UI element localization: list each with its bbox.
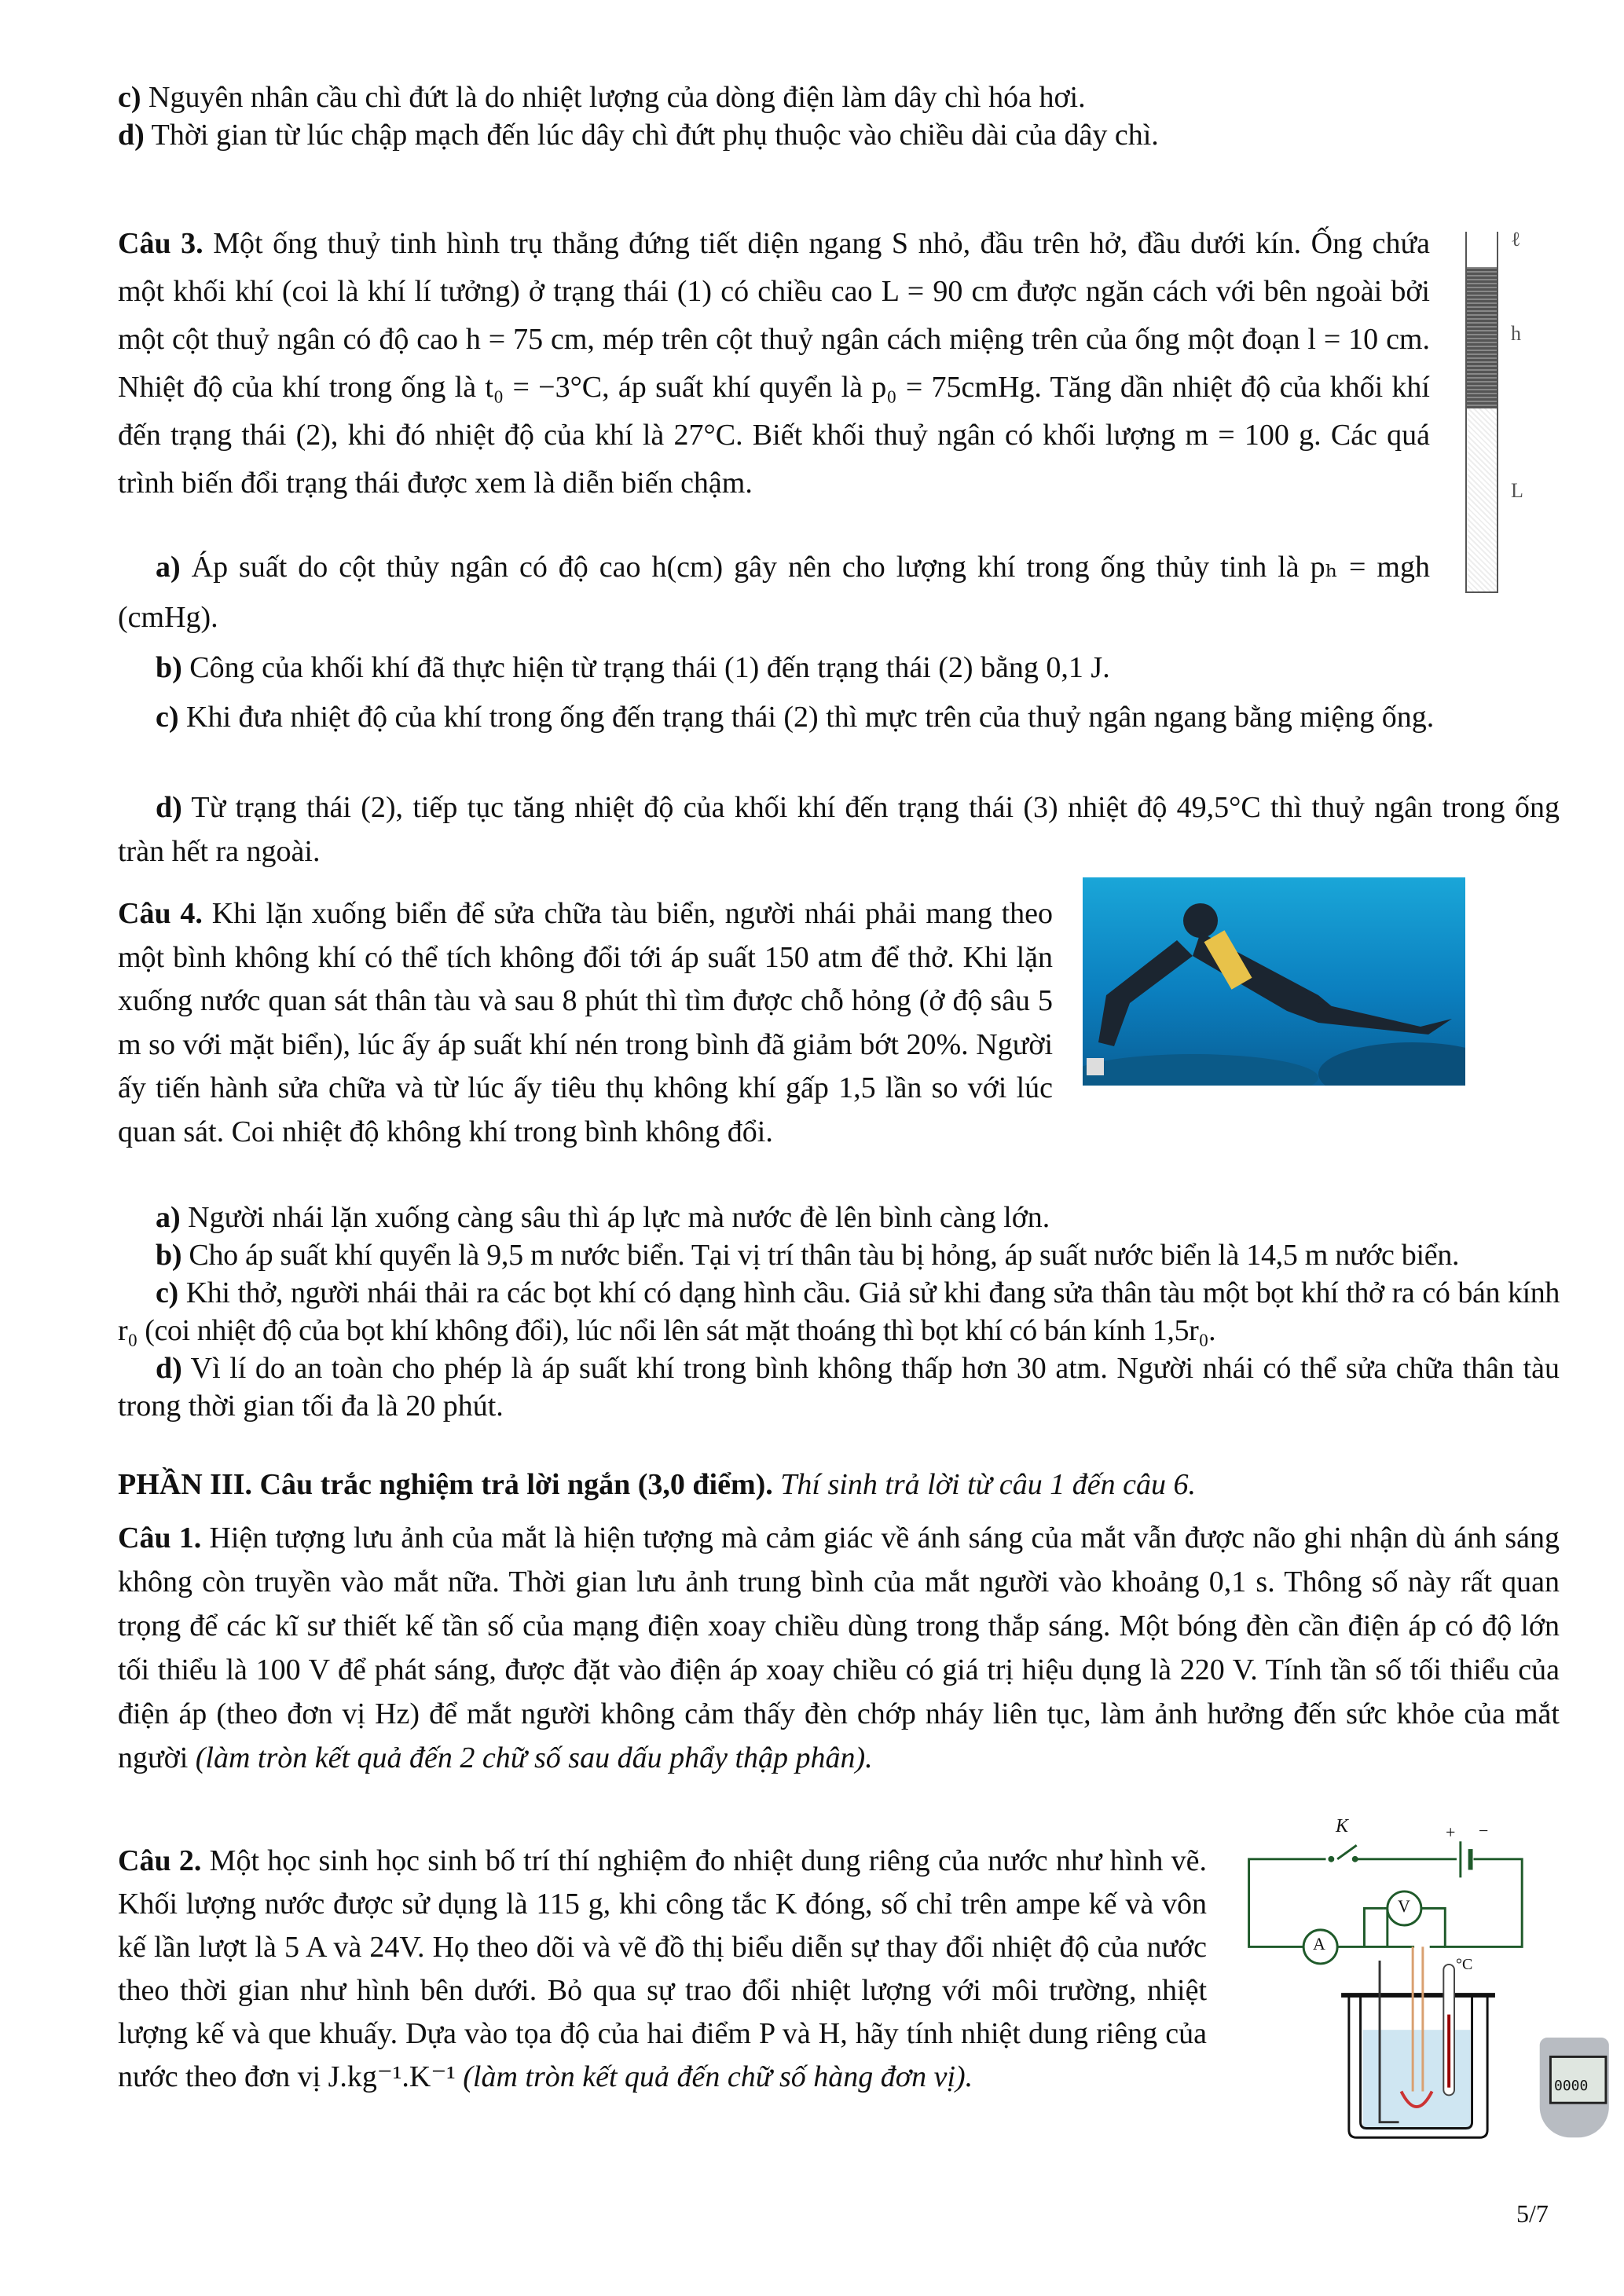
celsius-label: °C (1456, 1956, 1473, 1973)
label-l: ℓ (1511, 228, 1521, 251)
calorimeter-circuit-diagram (1226, 1814, 1611, 2184)
gas-column (1467, 408, 1497, 591)
switch-label: K (1336, 1816, 1349, 1836)
q3-option-c: c) Khi đưa nhiệt độ của khí trong ống đến trạng thái (2) thì mực trên của thuỷ ngân ngang bằng miệng ống. (156, 701, 1435, 734)
part-3-heading: PHẦN III. Câu trắc nghiệm trả lời ngắn (3,0 điểm). Thí sinh trả lời từ câu 1 đến câu 6. (118, 1468, 1196, 1501)
question-4 (118, 892, 1053, 1154)
voltmeter-label: V (1398, 1896, 1410, 1916)
label-h: h (1511, 322, 1521, 345)
part3-question-2: Câu 2. Một học sinh học sinh bố trí thí nghiệm đo nhiệt dung riêng của nước như hình vẽ. Khối lượng nước được sử dụng là 115 g, khi công tắc K đóng, số chỉ trên ampe kế và vôn kế lần lượt là 5 A và 24V. Họ theo dõi và vẽ đồ thị biểu diễn sự thay đổi nhiệt độ của nước theo thời gian như hình bên dưới. Bỏ qua sự trao đổi nhiệt lượng với môi trường, nhiệt lượng kế và que khuấy. Dựa vào tọa độ của hai điểm P và H, hãy tính nhiệt dung riêng của nước theo đơn vị J.kg⁻¹.K⁻¹ (làm tròn kết quả đến chữ số hàng đơn vị). (118, 1844, 1208, 2093)
q4-option-d: d) Vì lí do an toàn cho phép là áp suất khí trong bình không thấp hơn 30 atm. Người nhái có thể sửa chữa thân tàu trong thời gian tối đa là 20 phút. (118, 1352, 1560, 1423)
question-text: Một ống thuỷ tinh hình trụ thẳng đứng tiết diện ngang S nhỏ, đầu trên hở, đầu dưới kín. Ống chứa một khối khí (coi là khí lí tưởng) ở trạng thái (1) có chiều cao L = 90 cm được ngăn cách với bên ngoài bởi một cột thuỷ ngân có độ cao h = 75 cm, mép trên cột thuỷ ngân cách miệng trên của ống một đoạn l = 10 cm. Nhiệt độ của khí trong ống là t₀ = −3°C, áp suất khí quyển là p₀ = 75cmHg. Tăng dần nhiệt độ của khối khí đến trạng thái (2), khi đó nhiệt độ của khí là 27°C. Biết khối thuỷ ngân có khối lượng m = 100 g. Các quá trình biến đổi trạng thái được xem là diễn biến chậm. (118, 227, 1430, 500)
q4-option-a: a) Người nhái lặn xuống càng sâu thì áp lực mà nước đè lên bình càng lớn. (156, 1201, 1050, 1234)
option-d: d) Thời gian từ lúc chập mạch đến lúc dây chì đứt phụ thuộc vào chiều dài của dây chì. (118, 119, 1159, 152)
q3-option-d: d) Từ trạng thái (2), tiếp tục tăng nhiệt độ của khối khí đến trạng thái (3) nhiệt độ 49,5°C thì thuỷ ngân trong ống tràn hết ra ngoài. (118, 791, 1560, 868)
q4-option-b: b) Cho áp suất khí quyển là 9,5 m nước biển. Tại vị trí thân tàu bị hỏng, áp suất nước biển là 14,5 m nước biển. (156, 1239, 1460, 1272)
q3-option-a: a) Áp suất do cột thủy ngân có độ cao h(cm) gây nên cho lượng khí trong ống thủy tinh là pₕ = mgh (cmHg). (118, 551, 1430, 634)
mercury-column (1467, 267, 1497, 408)
q4-option-c: c) Khi thở, người nhái thải ra các bọt khí có dạng hình cầu. Giả sử khi đang sửa thân tàu một bọt khí thở ra có bán kính r₀ (coi nhiệt độ của bọt khí không đổi), lúc nổi lên sát mặt thoáng thì bọt khí có bán kính 1,5r₀. (118, 1276, 1560, 1347)
prev-question-options (118, 79, 1560, 154)
diver-photo (1083, 877, 1465, 1086)
page-number: 5/7 (1516, 2199, 1549, 2228)
question-3 (118, 220, 1430, 507)
q3-option-b: b) Công của khối khí đã thực hiện từ trạng thái (1) đến trạng thái (2) bằng 0,1 J. (156, 651, 1110, 684)
question-text: Khi lặn xuống biển để sửa chữa tàu biển, người nhái phải mang theo một bình không khí có thể tích không đổi tới áp suất 150 atm để thở. Khi lặn xuống nước quan sát thân tàu và sau 8 phút thì tìm được chỗ hỏng (ở độ sâu 5 m so với mặt biển), lúc ấy áp suất khí nén trong bình đã giảm bớt 20%. Người ấy tiến hành sửa chữa và từ lúc ấy tiêu thụ không khí gấp 1,5 lần so với lúc quan sát. Coi nhiệt độ không khí trong bình không đổi. (118, 897, 1053, 1148)
ammeter-label: A (1313, 1934, 1325, 1954)
diver-image (1083, 877, 1465, 1086)
tube-figure (1450, 224, 1536, 601)
plus-label: + (1446, 1822, 1456, 1842)
circuit-figure (1226, 1814, 1611, 2184)
question-label: Câu 4. (118, 897, 203, 930)
question-label: Câu 3. (118, 227, 203, 260)
part3-question-1: Câu 1. Hiện tượng lưu ảnh của mắt là hiện tượng mà cảm giác về ánh sáng của mắt vẫn được não ghi nhận dù ánh sáng không còn truyền vào mắt nữa. Thời gian lưu ảnh trung bình của mắt người vào khoảng 0,1 s. Thông số này rất quan trọng để các kĩ sư thiết kế tần số của mạng điện xoay chiều dùng trong thắp sáng. Một bóng đèn cần điện áp có độ lớn tối thiểu là 100 V để phát sáng, được đặt vào điện áp xoay chiều có giá trị hiệu dụng là 220 V. Tính tần số tối thiểu của điện áp (theo đơn vị Hz) để mắt người không cảm thấy đèn chớp nháy liên tục, làm ảnh hưởng đến sức khỏe của mắt người (làm tròn kết quả đến 2 chữ số sau dấu phẩy thập phân). (118, 1522, 1560, 1774)
option-c: c) Nguyên nhân cầu chì đứt là do nhiệt lượng của dòng điện làm dây chì hóa hơi. (118, 81, 1086, 114)
minus-label: − (1479, 1821, 1489, 1840)
label-L: L (1511, 479, 1523, 502)
stopwatch-display: 0000 (1554, 2078, 1589, 2094)
